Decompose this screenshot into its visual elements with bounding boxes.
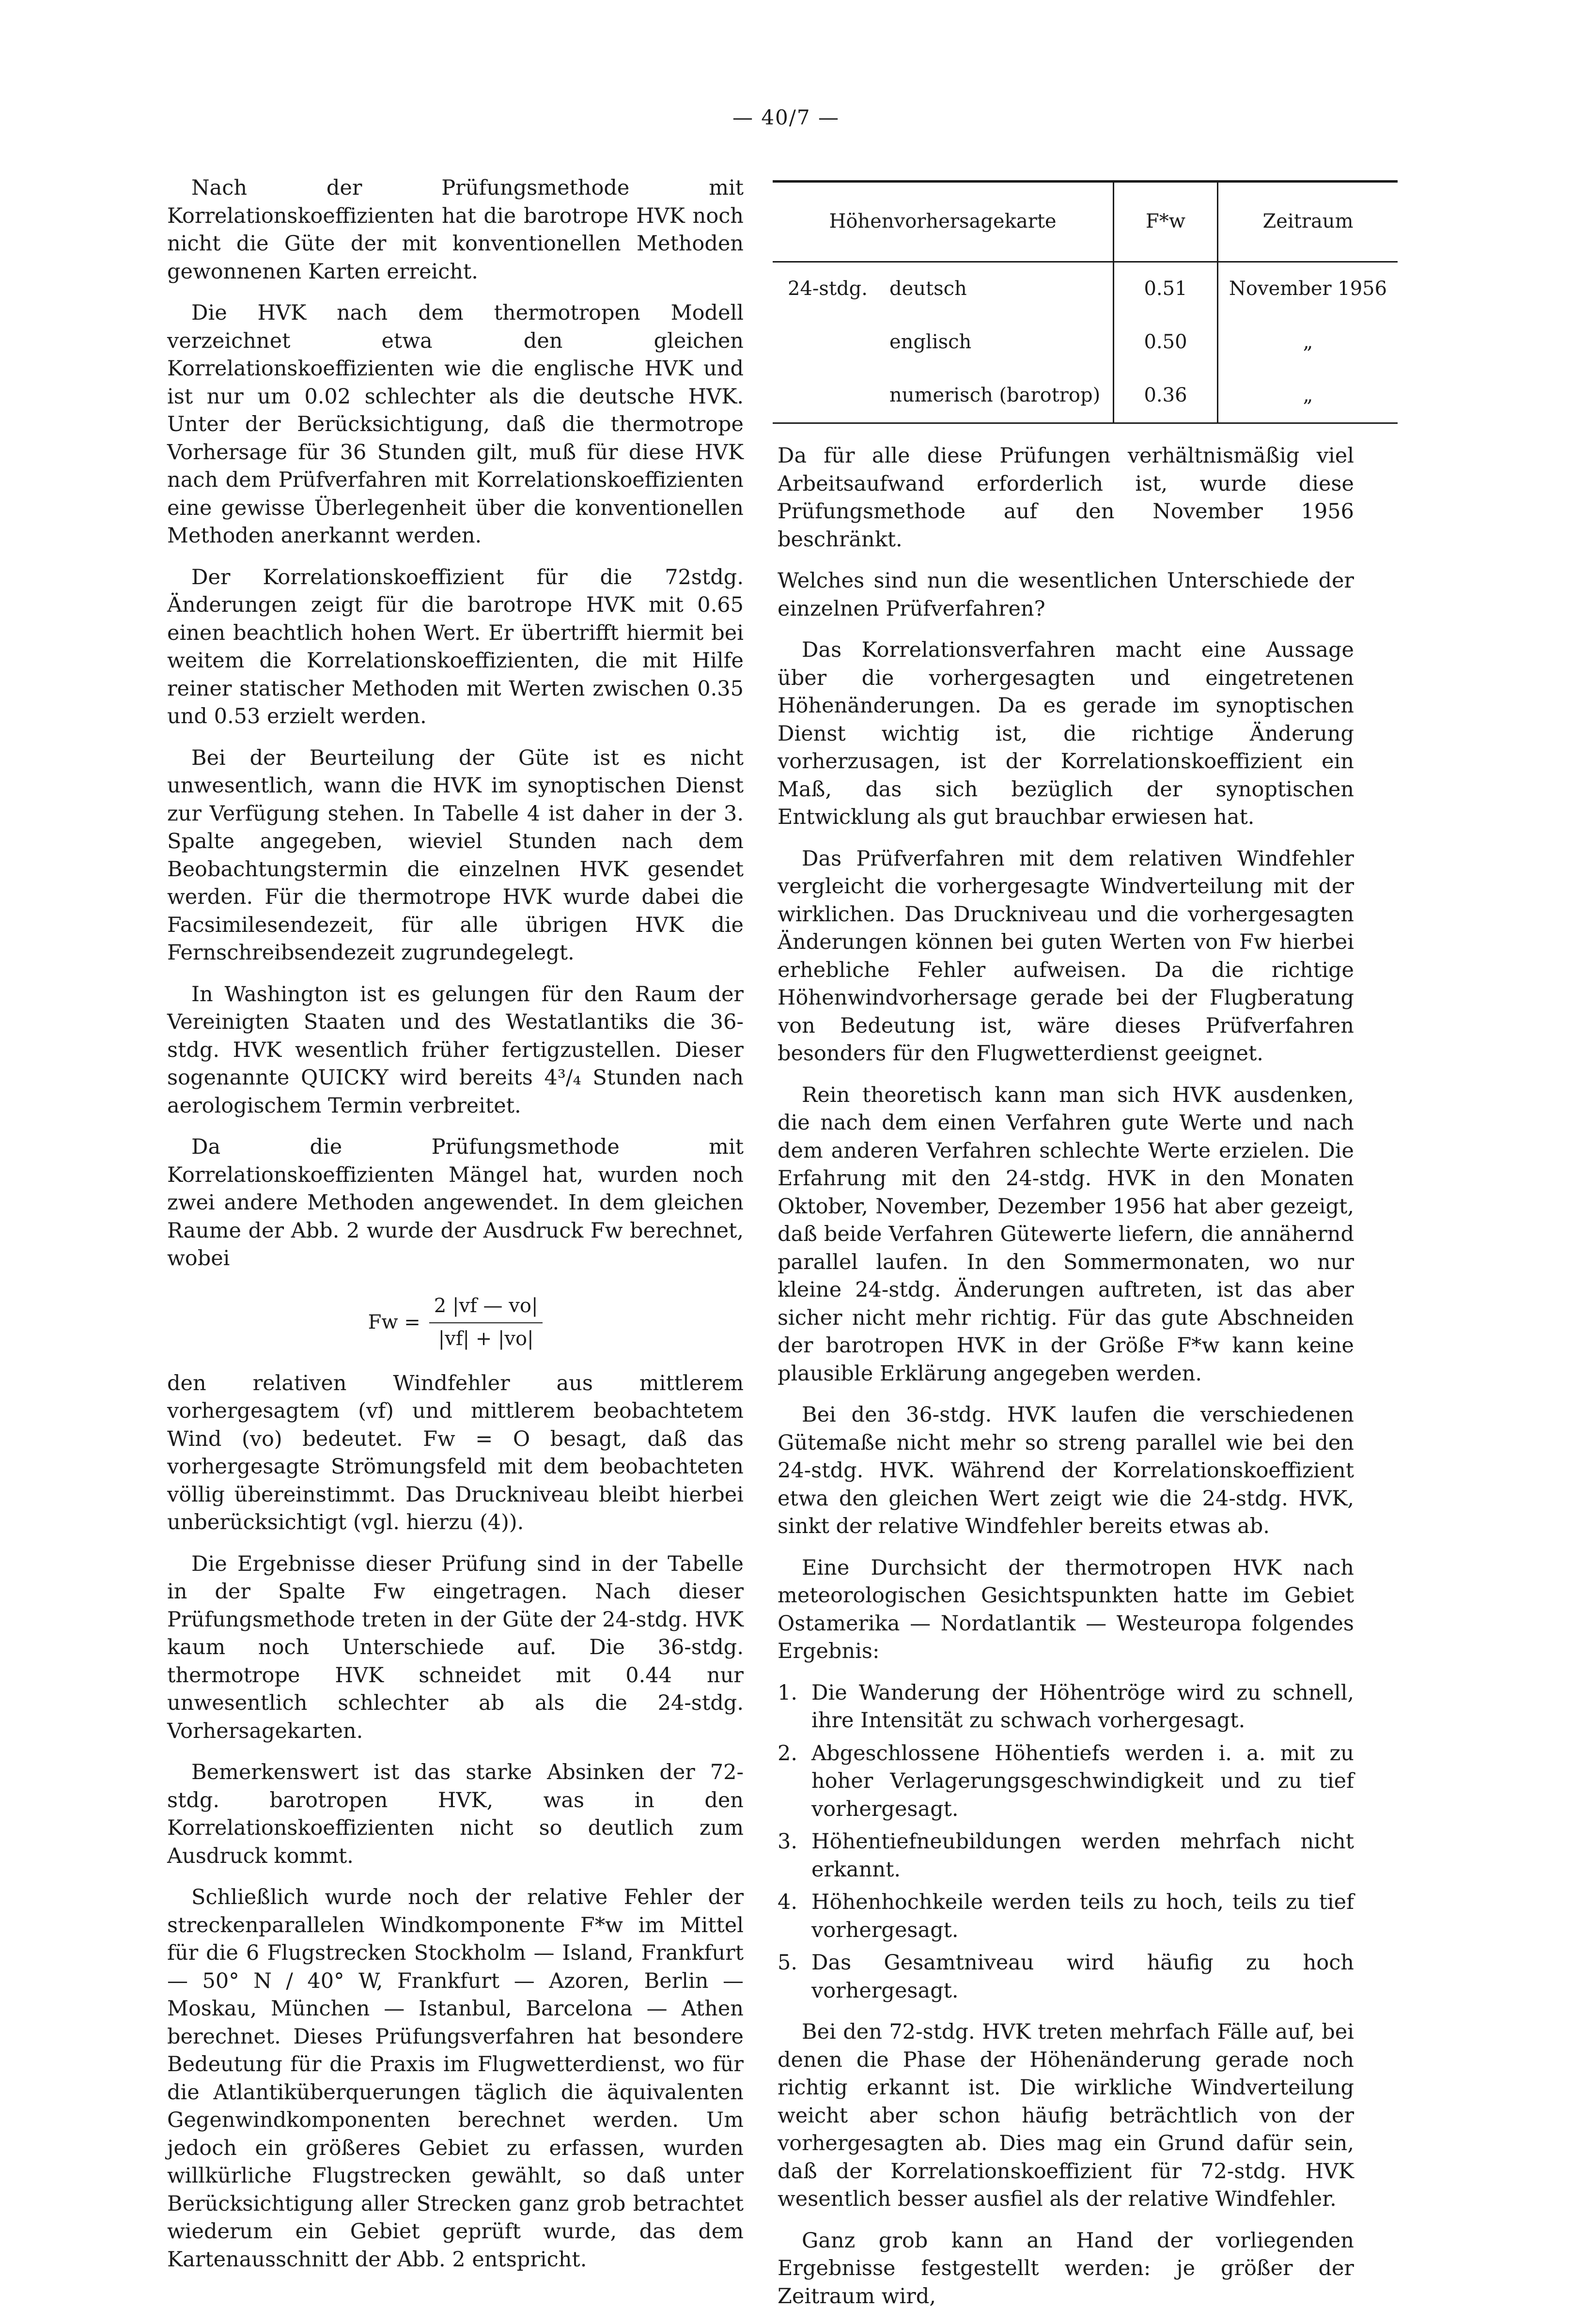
paragraph: Bei den 36-stdg. HVK laufen die verschiedenen Gütemaße nicht mehr so streng parallel wie bei den 24-stdg. HVK. Während der Korrelationskoeffizient etwa den gleichen Wert zeigt wie die 24-stdg. HVK, sinkt der relative Windfehler bereits etwas ab.	[778, 1403, 1354, 1538]
list-item	[778, 1679, 1354, 1735]
paragraph: Die HVK nach dem thermotropen Modell verzeichnet etwa den gleichen Korrelationskoeffizienten wie die englische HVK und ist nur um 0.02 schlechter als die deutsche HVK. Unter der Berücksichtigung, daß die thermotrope Vorhersage für 36 Stunden gilt, muß für diese HVK nach dem Prüfverfahren mit Korrelationskoeffizienten eine gewisse Überlegenheit über die konventionellen Methoden anerkannt werden.	[167, 301, 744, 548]
paragraph: Eine Durchsicht der thermotropen HVK nach meteorologischen Gesichtspunkten hatte im Gebiet Ostamerika — Nordatlantik — Westeuropa folgendes Ergebnis:	[778, 1555, 1354, 1663]
paragraph: Schließlich wurde noch der relative Fehler der streckenparallelen Windkomponente F*w im Mittel für die 6 Flugstrecken Stockholm — Island, Frankfurt — 50° N / 40° W, Frankfurt — Azoren, Berlin — Moskau, München — Istanbul, Barcelona — Athen berechnet. Dieses Prüfungsverfahren hat besondere Bedeutung für die Praxis im Flugwetterdienst, wo für die Atlantiküberquerungen täglich die äquivalenten Gegenwindkomponenten berechnet werden. Um jedoch ein größeres Gebiet zu erfassen, wurden willkürliche Flugstrecken gewählt, so daß unter Berücksichtigung aller Strecken ganz grob betrachtet wiederum ein Gebiet geprüft wurde, das dem Kartenausschnitt der Abb. 2 entspricht.	[167, 1885, 744, 2272]
table-row	[773, 262, 1398, 316]
list-number: 5.	[778, 1951, 798, 1975]
list-number: 1.	[778, 1680, 798, 1705]
table-cell: 0.51	[1114, 262, 1218, 316]
paragraph: Die Ergebnisse dieser Prüfung sind in der Tabelle in der Spalte Fw eingetragen. Nach dieser Prüfungsmethode treten in der Güte der 24-stdg. HVK kaum noch Unterschiede auf. Die 36-stdg. thermotrope HVK schneidet mit 0.44 nur unwesentlich schlechter ab als die 24-stdg. Vorhersagekarten.	[167, 1551, 744, 1743]
paragraph: Ganz grob kann an Hand der vorliegenden Ergebnisse festgestellt werden: je größer der Zeitraum wird,	[778, 2228, 1354, 2309]
formula-lhs: Fw =	[368, 1311, 420, 1333]
left-column	[167, 174, 744, 2287]
list-text: Abgeschlossene Höhentiefs werden i. a. mit zu hoher Verlagerungsgeschwindigkeit und zu tief vorhergesagt.	[811, 1741, 1354, 1821]
row-group: 24-stdg.	[788, 278, 868, 300]
paragraph: Der Korrelationskoeffizient für die 72stdg. Änderungen zeigt für die barotrope HVK mit 0.65 einen beachtlich hohen Wert. Er übertrifft hiermit bei weitem die Korrelationskoeffizienten, die mit Hilfe reiner statischer Methoden mit Werten zwischen 0.35 und 0.53 erzielt werden.	[167, 565, 744, 728]
findings-list	[778, 1679, 1354, 2005]
paragraph: Das Prüfverfahren mit dem relativen Windfehler vergleicht die vorhergesagte Windverteilung mit der wirklichen. Das Druckniveau und die vorhergesagten Änderungen können bei guten Werten von Fw hierbei erhebliche Fehler aufweisen. Da die richtige Höhenwindvorhersage gerade bei der Flugberatung von Bedeutung ist, wäre dieses Prüfverfahren besonders für den Flugwetterdienst geeignet.	[778, 846, 1354, 1066]
paragraph: Bei der Beurteilung der Güte ist es nicht unwesentlich, wann die HVK im synoptischen Dienst zur Verfügung stehen. In Tabelle 4 ist daher in der 3. Spalte angegeben, wieviel Stunden nach dem Beobachtungstermin die einzelnen HVK gesendet werden. Für die thermotrope HVK wurde dabei die Facsimilesendezeit, für alle übrigen HVK die Fernschreibsendezeit zugrundegelegt.	[167, 745, 744, 965]
table-row	[773, 316, 1398, 369]
row-type: deutsch	[889, 278, 967, 300]
paragraph: Bei den 72-stdg. HVK treten mehrfach Fälle auf, bei denen die Phase der Höhenänderung gerade noch richtig erkannt ist. Die wirkliche Windverteilung weicht aber schon häufig beträchtlich von der vorhergesagten ab. Dies mag ein Grund dafür sein, daß der Korrelationskoeffizient für 72-stdg. HVK wesentlich besser ausfiel als der relative Windfehler.	[778, 2020, 1354, 2211]
table-cell	[773, 369, 1114, 423]
table-cell: „	[1218, 316, 1398, 369]
table-cell: „	[1218, 369, 1398, 423]
table-cell	[773, 316, 1114, 369]
table-cell: 0.36	[1114, 369, 1218, 423]
wind-error-formula	[167, 1286, 744, 1359]
row-type: englisch	[889, 331, 972, 354]
list-number: 3.	[778, 1829, 798, 1854]
table-header: F*w	[1114, 182, 1218, 262]
formula-denominator: |vf| + |vo|	[438, 1327, 534, 1350]
table-row	[773, 369, 1398, 423]
right-column	[778, 174, 1387, 2324]
paragraph: Das Korrelationsverfahren macht eine Aussage über die vorhergesagten und eingetretenen Höhenänderungen. Da es gerade im synoptischen Dienst wichtig ist, die richtige Änderung vorherzusagen, ist der Korrelationskoeffizient ein Maß, das sich bezüglich der synoptischen Entwicklung als gut brauchbar erwiesen hat.	[778, 638, 1354, 829]
list-item	[778, 1889, 1354, 1944]
table-cell: 0.50	[1114, 316, 1218, 369]
list-text: Die Wanderung der Höhentröge wird zu schnell, ihre Intensität zu schwach vorhergesagt.	[811, 1680, 1354, 1733]
row-type: numerisch (barotrop)	[889, 384, 1101, 407]
results-table	[773, 180, 1398, 424]
page-number: — 40/7 —	[732, 106, 840, 129]
list-text: Das Gesamtniveau wird häufig zu hoch vorhergesagt.	[811, 1951, 1354, 2003]
table-cell	[773, 262, 1114, 316]
paragraph: In Washington ist es gelungen für den Raum der Vereinigten Staaten und des Westatlantiks die 36-stdg. HVK wesentlich früher fertigzustellen. Dieser sogenannte QUICKY wird bereits 4³/₄ Stunden nach aerologischem Termin verbreitet.	[167, 982, 744, 1118]
list-text: Höhentiefneubildungen werden mehrfach nicht erkannt.	[811, 1829, 1354, 1882]
list-item	[778, 1949, 1354, 2005]
table-cell: November 1956	[1218, 262, 1398, 316]
list-number: 4.	[778, 1890, 798, 1914]
list-number: 2.	[778, 1741, 798, 1766]
paragraph: Rein theoretisch kann man sich HVK ausdenken, die nach dem einen Verfahren gute Werte und nach dem anderen Verfahren schlechte Werte erzielen. Die Erfahrung mit den 24-stdg. HVK in den Monaten Oktober, November, Dezember 1956 hat aber gezeigt, daß beide Verfahren Gütewerte liefern, die annähernd parallel laufen. In den Sommermonaten, wo nur kleine 24-stdg. Änderungen auftreten, ist das aber sicher nicht mehr richtig. Für das gute Abschneiden der barotropen HVK in der Größe F*w kann keine plausible Erklärung angegeben werden.	[778, 1083, 1354, 1386]
paragraph: Nach der Prüfungsmethode mit Korrelationskoeffizienten hat die barotrope HVK noch nicht die Güte der mit konventionellen Methoden gewonnenen Karten erreicht.	[167, 176, 744, 284]
table-header: Zeitraum	[1218, 182, 1398, 262]
paragraph: Bemerkenswert ist das starke Absinken der 72-stdg. barotropen HVK, was in den Korrelationskoeffizienten nicht so deutlich zum Ausdruck kommt.	[167, 1760, 744, 1868]
list-item	[778, 1740, 1354, 1824]
paragraph: Da die Prüfungsmethode mit Korrelationskoeffizienten Mängel hat, wurden noch zwei andere Methoden angewendet. In dem gleichen Raume der Abb. 2 wurde der Ausdruck Fw berechnet, wobei	[167, 1135, 744, 1270]
table-header-row	[773, 182, 1398, 262]
list-item	[778, 1828, 1354, 1884]
list-text: Höhenhochkeile werden teils zu hoch, teils zu tief vorhergesagt.	[811, 1890, 1354, 1942]
formula-fraction	[429, 1292, 543, 1353]
table-header: Höhenvorhersagekarte	[773, 182, 1114, 262]
formula-numerator: 2 |vf — vo|	[429, 1292, 543, 1323]
paragraph: den relativen Windfehler aus mittlerem vorhergesagtem (vf) und mittlerem beobachtetem Wind (vo) bedeutet. Fw = O besagt, daß das vorhergesagte Strömungsfeld mit dem beobachteten völlig übereinstimmt. Das Druckniveau bleibt hierbei unberücksichtigt (vgl. hierzu (4)).	[167, 1371, 744, 1534]
paragraph: Welches sind nun die wesentlichen Unterschiede der einzelnen Prüfverfahren?	[778, 569, 1354, 621]
paragraph: Da für alle diese Prüfungen verhältnismäßig viel Arbeitsaufwand erforderlich ist, wurde diese Prüfungsmethode auf den November 1956 beschränkt.	[778, 444, 1354, 552]
